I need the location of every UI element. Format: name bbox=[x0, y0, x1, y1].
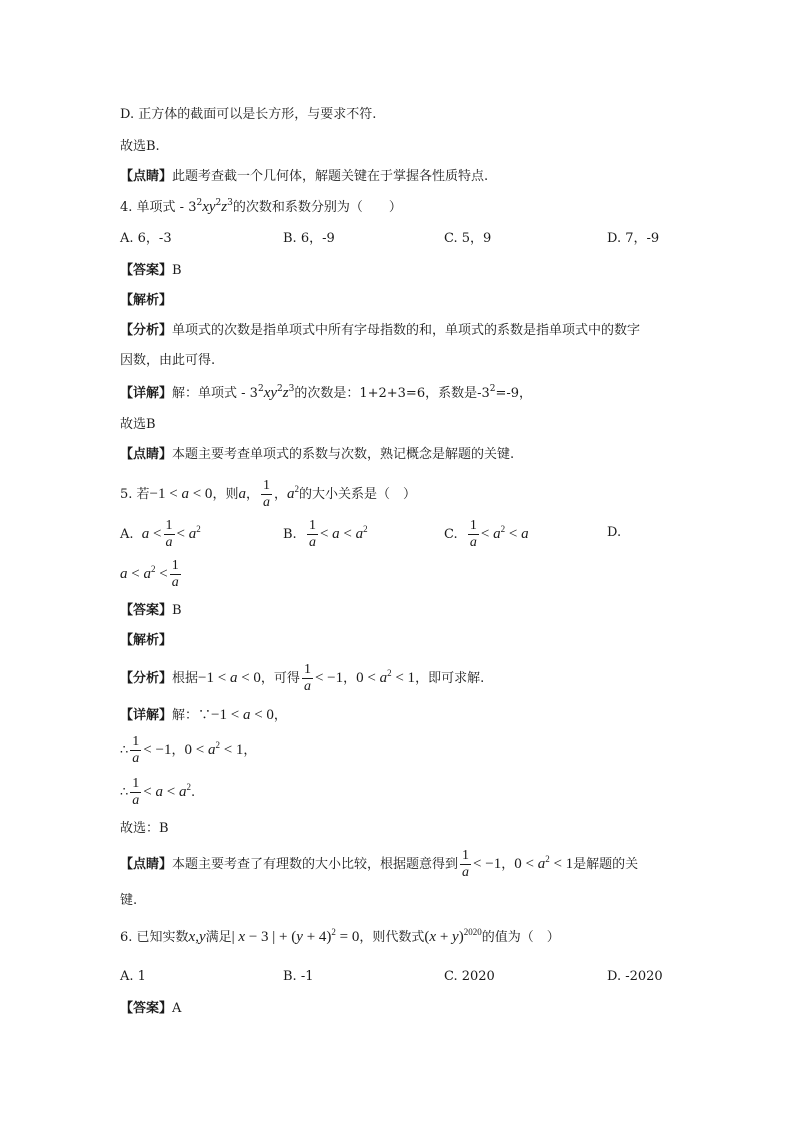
q4-comment bbox=[120, 446, 514, 464]
q5-answer bbox=[120, 602, 182, 620]
q4-choice: 故选B bbox=[120, 417, 156, 432]
q4-option-b: B. 6，-9 bbox=[283, 231, 335, 246]
comment-tag: 【点睛】 bbox=[120, 857, 173, 872]
q4-fenxi bbox=[120, 322, 640, 340]
answer-value: A bbox=[172, 1001, 182, 1016]
comment-tag: 【点睛】 bbox=[120, 447, 173, 462]
fenxi-tag: 【分析】 bbox=[120, 323, 173, 338]
comment-text: 本题主要考查单项式的系数与次数，熟记概念是解题的关键. bbox=[172, 447, 515, 462]
fenxi-text: 单项式的次数是指单项式中所有字母指数的和，单项式的系数是指单项式中的数字 bbox=[172, 323, 641, 338]
q5-option-b: B. $\frac{1}{a}$ < $a < a^2$ bbox=[283, 518, 368, 550]
q4-fenxi-cont: 因数，由此可得. bbox=[120, 353, 216, 368]
q5-option-c: C. $\frac{1}{a}$ < $a^2 < a$ bbox=[444, 518, 529, 550]
q4-option-d: D. 7，-9 bbox=[607, 231, 660, 246]
q5-option-d-label: D. bbox=[607, 525, 622, 540]
q4-analysis-heading: 【解析】 bbox=[120, 293, 173, 308]
q4-option-a: A. 6，-3 bbox=[120, 231, 172, 246]
answer-tag: 【答案】 bbox=[120, 603, 173, 618]
fenxi-tag: 【分析】 bbox=[120, 671, 173, 686]
q6-option-a: A. 1 bbox=[120, 969, 146, 984]
q5-choice: 故选：B bbox=[120, 821, 169, 836]
answer-tag: 【答案】 bbox=[120, 263, 173, 278]
q4-option-c: C. 5，9 bbox=[444, 231, 492, 246]
q5-step-1: ∴ $\frac{1}{a}$ < −1，$0 < a^2 < 1$， bbox=[120, 734, 257, 766]
answer-value: B bbox=[172, 603, 182, 618]
q5-comment: 【点睛】本题主要考查了有理数的大小比较，根据题意得到 $\frac{1}{a}$ < −1，$0 < a^2 < 1$是解题的关 bbox=[120, 848, 639, 880]
q6-option-b: B. -1 bbox=[283, 969, 314, 984]
q5-step-2: ∴ $\frac{1}{a}$ < $a < a^2$. bbox=[120, 776, 196, 808]
q3-option-d: D. 正方体的截面可以是长方形，与要求不符. bbox=[120, 107, 377, 122]
q6-option-d: D. -2020 bbox=[607, 969, 663, 984]
q4-xiangjie: 【详解】解：单项式 - $3^2xy^2z^3$的次数是：1+2+3=6，系数是$-3^2=-9$， bbox=[120, 384, 533, 401]
comment-text: 此题考查截一个几何体，解题关键在于掌握各性质特点. bbox=[172, 169, 489, 184]
q5-comment-cont: 键. bbox=[120, 893, 138, 908]
answer-tag: 【答案】 bbox=[120, 1001, 173, 1016]
q5-stem: 5. 若−1 < a < 0，则a， $\frac{1}{a}$ ，$a^2$的大小关系是（ ） bbox=[120, 478, 416, 510]
q6-answer bbox=[120, 1000, 181, 1018]
q6-option-c: C. 2020 bbox=[444, 969, 495, 984]
q4-stem-post: 的次数和系数分别为（ ） bbox=[232, 200, 402, 215]
xiangjie-tag: 【详解】 bbox=[120, 708, 173, 723]
q3-choice: 故选B. bbox=[120, 139, 160, 154]
q5-xiangjie: 【详解】解：∵−1 < a < 0， bbox=[120, 707, 287, 723]
xiangjie-tag: 【详解】 bbox=[120, 386, 173, 401]
q6-stem: 6. 已知实数x,y满足| x − 3 | + $(y + 4)^2 = 0$，则代数式$(x + y)^{2020}$的值为（ ） bbox=[120, 927, 560, 945]
answer-value: B bbox=[172, 263, 182, 278]
q5-fenxi: 【分析】根据−1 < a < 0，可得 $\frac{1}{a}$ < −1，$0 < a^2 < 1$，即可求解. bbox=[120, 662, 485, 694]
q5-option-d: $a < a^2$ < $\frac{1}{a}$ bbox=[120, 558, 179, 590]
q5-option-a: A. a < $\frac{1}{a}$ < $a^2$ bbox=[120, 518, 201, 550]
q4-answer bbox=[120, 262, 182, 280]
q4-stem: 4. 单项式 - $3^2xy^2z^3$的次数和系数分别为（ ） bbox=[120, 198, 402, 215]
q3-comment bbox=[120, 168, 488, 186]
comment-tag: 【点睛】 bbox=[120, 169, 173, 184]
q5-analysis-heading: 【解析】 bbox=[120, 633, 173, 648]
q4-stem-pre: 4. 单项式 - 3 bbox=[120, 200, 197, 215]
